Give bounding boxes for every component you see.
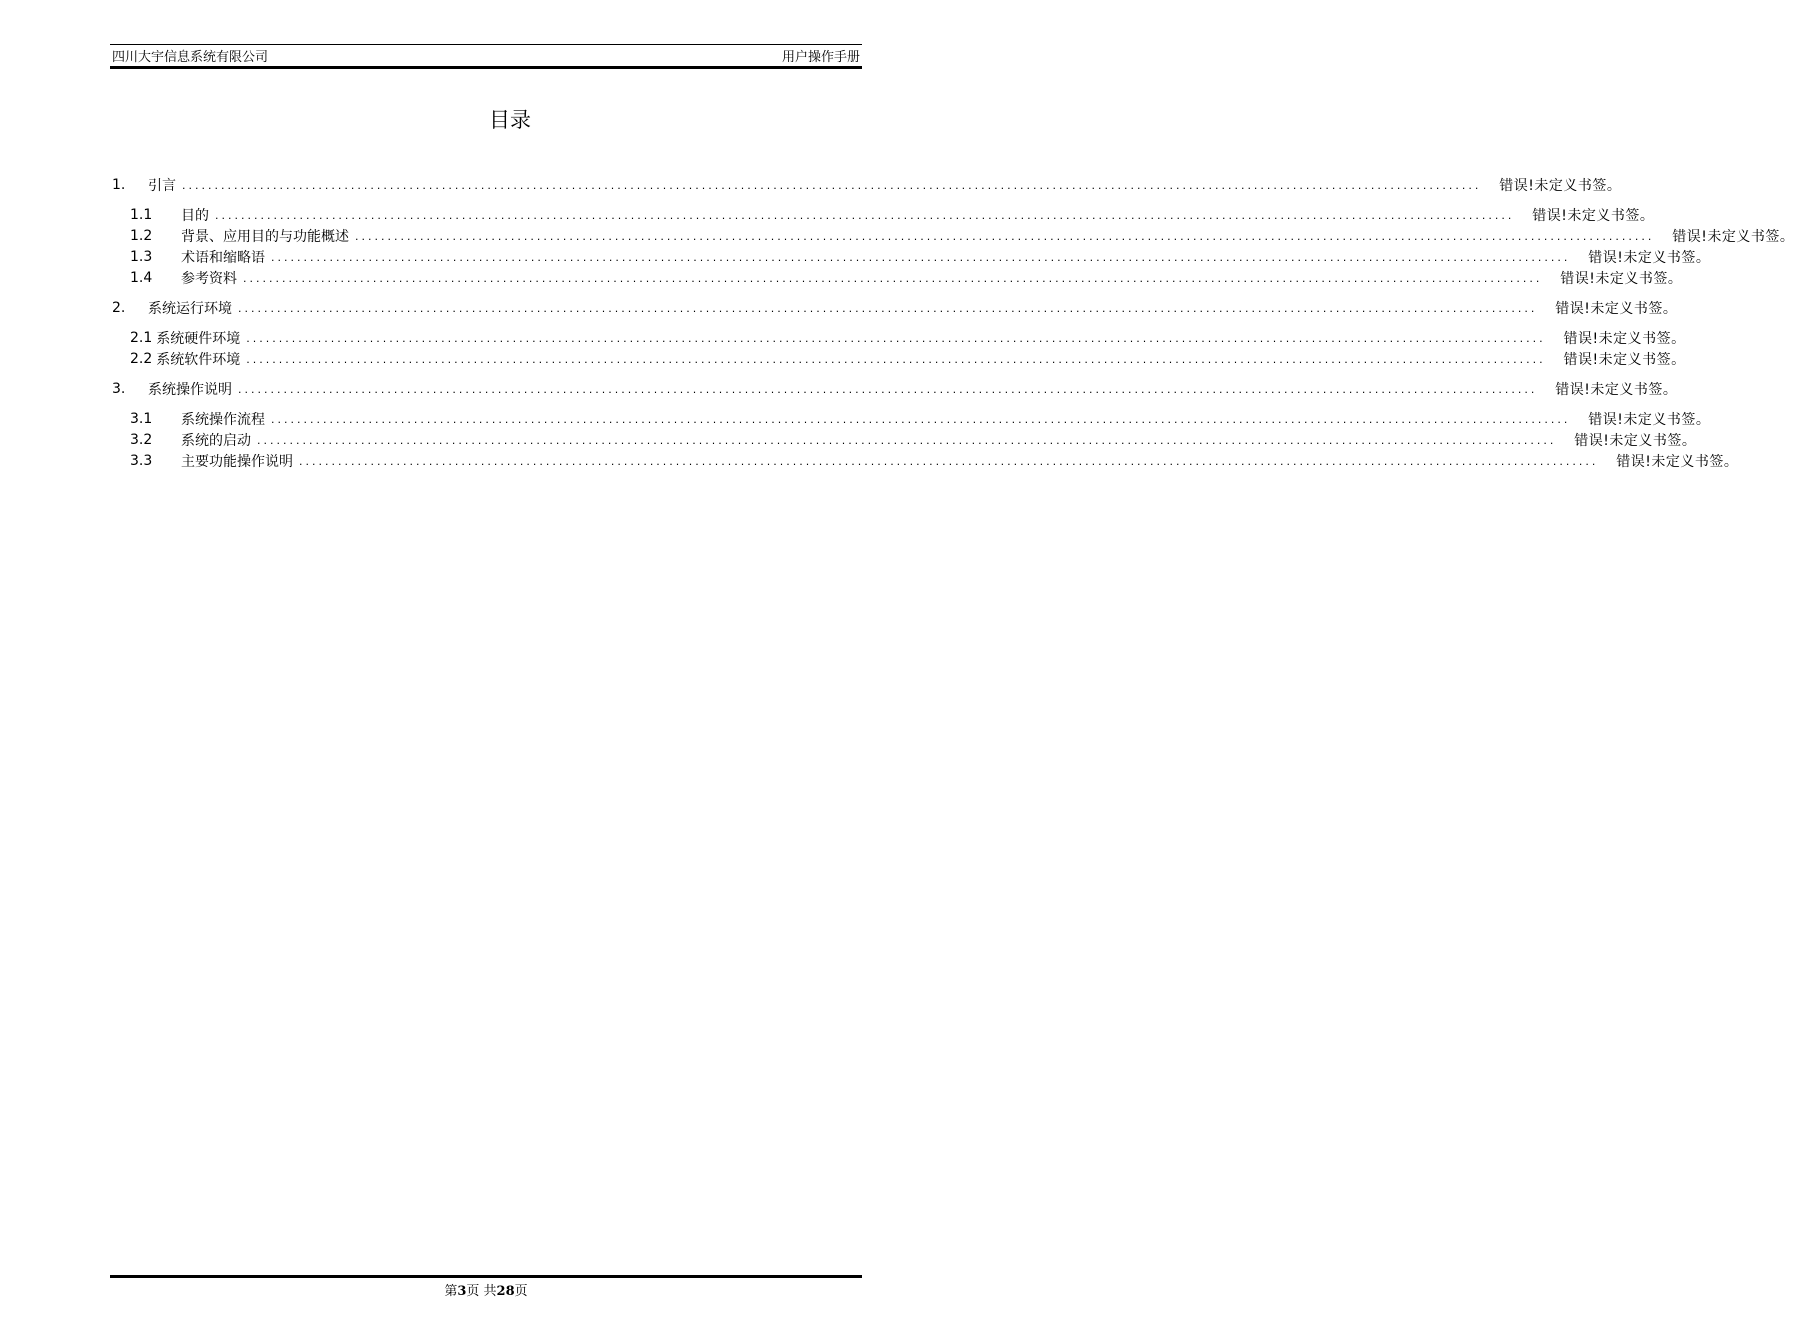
footer-total-pages: 28: [496, 1284, 515, 1299]
toc-leader-dots: ........................................................................................................................................................................................................: [238, 302, 1538, 315]
toc-entry-number: 3.3: [130, 452, 153, 469]
toc-entry[interactable]: [112, 297, 1678, 318]
toc-entry[interactable]: [112, 429, 1697, 450]
header-doc-title: 用户操作手册: [781, 50, 860, 65]
toc-leader-dots: ........................................................................................................................................................................................................: [257, 434, 1557, 447]
toc-entry-label: 系统运行环境: [148, 300, 232, 317]
toc-leader-dots: ........................................................................................................................................................................................................: [299, 455, 1599, 468]
toc-entry-page: 错误!未定义书签。: [1563, 351, 1686, 368]
toc-leader-dots: ........................................................................................................................................................................................................: [243, 272, 1543, 285]
toc-entry-label: 系统软件环境: [156, 351, 241, 368]
toc-entry-number: 1.4: [130, 269, 153, 286]
toc-entry-label: 参考资料: [181, 270, 237, 287]
toc-leader-dots: ........................................................................................................................................................................................................: [182, 179, 1482, 192]
toc-entry-label: 术语和缩略语: [181, 249, 265, 266]
toc-leader-dots: ........................................................................................................................................................................................................: [271, 413, 1571, 426]
toc-entry-number: 2.: [112, 299, 126, 316]
footer-suffix: 页: [514, 1284, 528, 1299]
toc-title: 目录: [489, 108, 531, 132]
toc-entry-label: 主要功能操作说明: [181, 453, 293, 470]
toc-entry[interactable]: [112, 450, 1739, 471]
toc-leader-dots: ........................................................................................................................................................................................................: [238, 383, 1538, 396]
table-of-contents: [112, 174, 1794, 471]
toc-entry-page: 错误!未定义书签。: [1574, 432, 1697, 449]
toc-entry-number: 3.2: [130, 431, 153, 448]
footer-mid: 页 共: [466, 1284, 497, 1299]
toc-entry[interactable]: [112, 225, 1794, 246]
toc-entry-page: 错误!未定义书签。: [1499, 177, 1622, 194]
toc-entry-label: 引言: [148, 177, 176, 194]
toc-entry-page: 错误!未定义书签。: [1563, 330, 1686, 347]
toc-leader-dots: ........................................................................................................................................................................................................: [271, 251, 1571, 264]
toc-entry[interactable]: [112, 348, 1686, 369]
toc-entry-page: 错误!未定义书签。: [1560, 270, 1683, 287]
toc-entry-number: 1.3: [130, 248, 153, 265]
toc-entry-page: 错误!未定义书签。: [1555, 381, 1678, 398]
toc-entry-label: 系统硬件环境: [156, 330, 241, 347]
header-company: 四川大宇信息系统有限公司: [112, 50, 269, 65]
toc-entry[interactable]: [112, 408, 1711, 429]
toc-entry-label: 背景、应用目的与功能概述: [181, 228, 349, 245]
toc-entry-number: 1.1: [130, 206, 153, 223]
toc-entry-label: 系统的启动: [181, 432, 251, 449]
toc-entry-number: 2.1: [130, 329, 153, 346]
toc-leader-dots: ........................................................................................................................................................................................................: [355, 230, 1655, 243]
footer-rule: [110, 1275, 862, 1278]
toc-entry-page: 错误!未定义书签。: [1588, 249, 1711, 266]
footer-prefix: 第: [444, 1284, 458, 1299]
toc-entry-page: 错误!未定义书签。: [1532, 207, 1655, 224]
page-footer: [0, 1283, 972, 1301]
header-bottom-rule: [110, 66, 862, 69]
toc-entry-page: 错误!未定义书签。: [1588, 411, 1711, 428]
toc-entry-page: 错误!未定义书签。: [1555, 300, 1678, 317]
header-top-rule: [110, 44, 862, 45]
toc-leader-dots: ........................................................................................................................................................................................................: [215, 209, 1515, 222]
toc-entry[interactable]: [112, 267, 1683, 288]
toc-entry-number: 2.2: [130, 350, 153, 367]
toc-entry-label: 系统操作流程: [181, 411, 265, 428]
toc-entry-number: 1.: [112, 176, 126, 193]
toc-entry[interactable]: [112, 246, 1711, 267]
toc-entry-page: 错误!未定义书签。: [1672, 228, 1794, 245]
footer-current-page: 3: [457, 1284, 467, 1299]
toc-entry-number: 3.1: [130, 410, 153, 427]
toc-entry-label: 目的: [181, 207, 209, 224]
toc-entry[interactable]: [112, 204, 1655, 225]
toc-entry[interactable]: [112, 327, 1686, 348]
toc-entry-number: 3.: [112, 380, 126, 397]
toc-leader-dots: ........................................................................................................................................................................................................: [246, 353, 1546, 366]
toc-entry-number: 1.2: [130, 227, 153, 244]
toc-entry-label: 系统操作说明: [148, 381, 232, 398]
toc-leader-dots: ........................................................................................................................................................................................................: [246, 332, 1546, 345]
toc-entry[interactable]: [112, 174, 1622, 195]
toc-entry[interactable]: [112, 378, 1678, 399]
toc-entry-page: 错误!未定义书签。: [1616, 453, 1739, 470]
